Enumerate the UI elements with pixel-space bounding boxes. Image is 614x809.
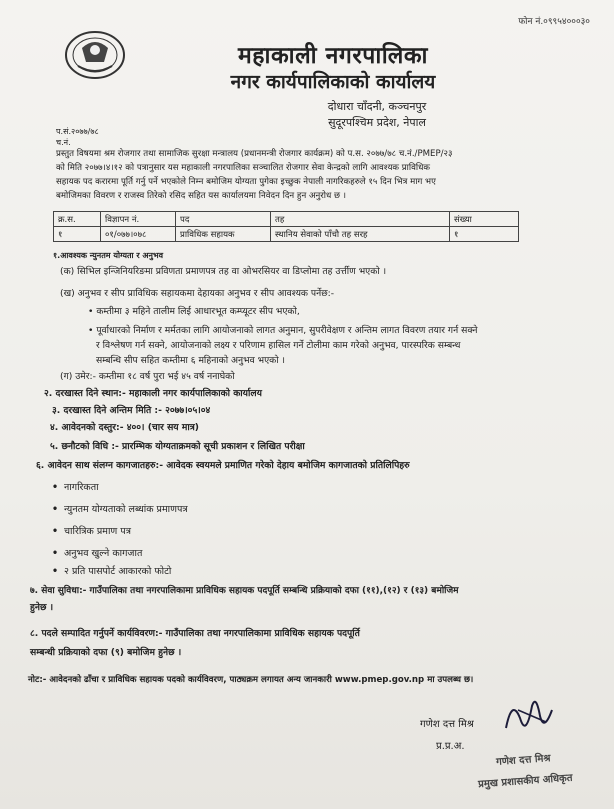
job-description-cont: सम्बन्धी प्रक्रियाको दफा (९) बमोजिम हुनेछ । (30, 647, 182, 658)
signer-name: गणेश दत्त मिश्र (420, 719, 474, 730)
document-label: नागरिकता (64, 482, 99, 493)
skill-text: सम्बन्धि सीप सहित कम्तीमा ६ महिनाको अनुभव भएको । (96, 355, 286, 366)
qualification-c: (ग) उमेर:- कम्तीमा १८ वर्ष पुरा भई ४५ वर्ष ननाघेको (60, 371, 235, 382)
last-date: ३. दरखास्त दिने अन्तिम मिति :- २०७७।०५।०४ (52, 405, 211, 416)
table-header: पद (176, 212, 271, 227)
skill-text: पूर्वाधारको निर्माण र मर्मतका लागि आयोजनाको लागत अनुमान, सुपरीवेक्षण र अन्तिम लागत विवरण तयार गर्न सक्ने (96, 325, 478, 336)
skill-bullet: • कम्तीमा ३ महिने तालीम लिई आधारभूत कम्प्यूटर सीप भएको, (88, 306, 300, 317)
vacancy-table (53, 211, 519, 242)
dispatch-number: च.नं. (56, 138, 71, 147)
handwritten-signature (498, 688, 558, 748)
table-cell: स्थानिय सेवाको पाँचौ तह सरह (271, 227, 450, 242)
application-fee: ४. आवेदनको दस्तुर:- ४००। (चार सय मात्र) (50, 422, 199, 433)
table-header: विज्ञापन नं. (101, 212, 176, 227)
table-header: क्र.स. (54, 212, 101, 227)
table-cell: ०१/०७७।०७८ (101, 227, 176, 242)
table-header: संख्या (450, 212, 519, 227)
stamp-title: प्रमुख प्रशासकीय अधिकृत (477, 772, 573, 791)
document-item: • नागरिकता (52, 482, 99, 493)
office-title: महाकाली नगरपालिका (238, 43, 428, 69)
skill-bullet: • पूर्वाधारको निर्माण र मर्मतका लागि आयोजनाको लागत अनुमान, सुपरीवेक्षण र अन्तिम लागत विवरण तयार गर्न सक्ने (88, 325, 478, 336)
note: नोट:- आवेदनको ढाँचा र प्राविधिक सहायक पदको कार्यविवरण, पाठ्यक्रम लगायत अन्य जानकारी www.pmep.gov.np मा उपलब्ध छ। (28, 675, 474, 685)
document-label: अनुभव खुल्ने कागजात (64, 548, 143, 559)
intro-line: प्रस्तुत विषयमा श्रम रोजगार तथा सामाजिक सुरक्षा मन्त्रालय (प्रधानमन्त्री रोजगार कार्यक्रम) को प.स. २०७७/७८ च.नं./PMEP/२३ (56, 149, 453, 159)
stamp-name: गणेश दत्त मिश्र (495, 753, 551, 768)
phone-number: फोन नं.०९९५४०००३० (518, 17, 590, 27)
intro-line: सहायक पद करारमा पूर्ति गर्नु पर्ने भएकोले निम्न बमोजिम योग्यता पुगेका इच्छुक नेपाली नागरिकहरुले १५ दिन भित्र माग भए (56, 177, 436, 187)
office-subtitle: नगर कार्यपालिकाको कार्यालय (230, 71, 436, 93)
table-cell: प्राविधिक सहायक (176, 227, 271, 242)
table-header-row (54, 212, 519, 227)
application-place: २. दरखास्त दिने स्थान:- महाकाली नगर कार्यपालिकाको कार्यालय (44, 388, 262, 399)
attached-documents: ६. आवेदन साथ संलग्न कागजातहरु:- आवेदक स्वयमले प्रमाणित गरेको देहाय बमोजिम कागजातको प्रतिलिपिहरु (36, 460, 410, 471)
selection-method: ५. छनौटको विधि :- प्रारम्भिक योग्यताक्रमको सूची प्रकाशन र लिखित परीक्षा (50, 441, 305, 452)
intro-line: बमोजिमका विवरण र राजस्व तिरेको रसिद सहित यस कार्यालयमा निवेदन दिन हुन अनुरोध छ । (56, 191, 347, 201)
table-header: तह (271, 212, 450, 227)
reference-number: प.सं.२०७७/७८ (56, 127, 99, 136)
service-facility-cont: हुनेछ । (30, 602, 54, 613)
office-address: दोधारा चाँदनी, कञ्चनपुर (327, 100, 427, 113)
qualification-b: (ख) अनुभव र सीप प्राविधिक सहायकमा देहायका अनुभव र सीप आवश्यक पर्नेछ:- (60, 288, 335, 299)
document-item: • चारित्रिक प्रमाण पत्र (52, 526, 131, 537)
document-item: • २ प्रति पासपोर्ट आकारको फोटो (52, 566, 172, 577)
intro-line: को मिति २०७७।४।१२ को पत्रानुसार यस महाकाली नगरपालिका सञ्चालित रोजगार सेवा केन्द्रको लागि आवश्यक प्राविधिक (56, 163, 430, 173)
document-label: २ प्रति पासपोर्ट आकारको फोटो (64, 566, 172, 577)
table-cell: १ (54, 227, 101, 242)
document-item: • अनुभव खुल्ने कागजात (52, 548, 143, 559)
document-label: चारित्रिक प्रमाण पत्र (64, 526, 131, 537)
office-province: सुदूरपश्चिम प्रदेश, नेपाल (328, 116, 426, 129)
signer-title: प्र.प्र.अ. (436, 741, 465, 752)
min-qualification-heading: १.आवश्यक न्युनतम योग्यता र अनुभव (53, 251, 164, 260)
skill-text: कम्तीमा ३ महिने तालीम लिई आधारभूत कम्प्यूटर सीप भएको, (96, 306, 300, 317)
qualification-a: (क) सिभिल इन्जिनियरिङमा प्रविणता प्रमाणपत्र तह वा ओभरसियर वा डिप्लोमा तह उर्त्तीण भएको । (60, 266, 387, 277)
job-description: ८. पदले सम्पादित गर्नुपर्ने कार्यविवरण:- गाउँपालिका तथा नगरपालिकामा प्राविधिक सहायक पदपूर्ति (30, 628, 360, 639)
service-facility: ७. सेवा सुविधा:- गाउँपालिका तथा नगरपालिकामा प्राविधिक सहायक पदपूर्ति सम्बन्धि प्रक्रियाको दफा (११),(१२) र (१३) बमोजिम (30, 586, 459, 596)
table-cell: १ (450, 227, 519, 242)
table-row (54, 227, 519, 242)
document-label: न्युनतम योग्यताको लब्धांक प्रमाणपत्र (64, 504, 188, 515)
document-item: • न्युनतम योग्यताको लब्धांक प्रमाणपत्र (52, 504, 188, 515)
skill-text: र विश्लेषण गर्न सक्ने, आयोजनाको लक्ष्य र परिणाम हासिल गर्ने टोलीमा काम गरेको अनुभव, पारस्परिक सम्बन्ध (96, 340, 461, 351)
